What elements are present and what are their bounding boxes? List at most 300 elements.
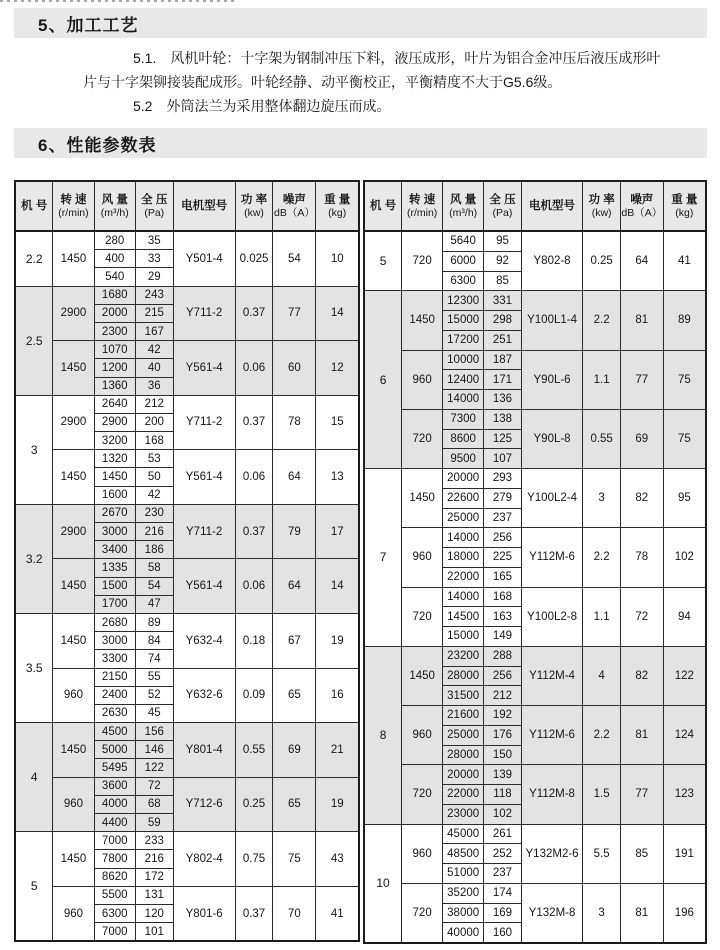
flow-cell: 18000 bbox=[443, 548, 484, 568]
motor-cell: Y561-4 bbox=[173, 450, 235, 505]
flow-cell: 1700 bbox=[94, 595, 135, 613]
rpm-cell: 1450 bbox=[53, 450, 94, 505]
flow-cell: 45000 bbox=[443, 824, 484, 844]
weight-cell: 191 bbox=[663, 824, 706, 883]
motor-cell: Y132M-8 bbox=[521, 883, 583, 943]
power-cell: 2.2 bbox=[583, 291, 621, 350]
noise-cell: 78 bbox=[273, 395, 316, 450]
pressure-cell: 225 bbox=[484, 548, 522, 568]
pressure-cell: 215 bbox=[135, 304, 173, 322]
pressure-cell: 288 bbox=[484, 646, 522, 666]
rpm-cell: 720 bbox=[402, 765, 443, 824]
flow-cell: 6300 bbox=[443, 271, 484, 291]
flow-cell: 3600 bbox=[94, 777, 135, 795]
table-row bbox=[364, 528, 706, 548]
pressure-cell: 45 bbox=[135, 704, 173, 722]
flow-cell: 5495 bbox=[94, 759, 135, 777]
flow-cell: 28000 bbox=[443, 745, 484, 765]
table-row bbox=[15, 559, 359, 577]
flow-cell: 23200 bbox=[443, 646, 484, 666]
motor-cell: Y712-6 bbox=[173, 777, 235, 832]
flow-cell: 2300 bbox=[94, 322, 135, 340]
noise-cell: 69 bbox=[620, 409, 663, 468]
weight-cell: 41 bbox=[663, 231, 706, 291]
power-cell: 0.37 bbox=[235, 886, 273, 941]
weight-cell: 122 bbox=[663, 646, 706, 705]
pressure-cell: 186 bbox=[135, 541, 173, 559]
pressure-cell: 47 bbox=[135, 595, 173, 613]
pressure-cell: 252 bbox=[484, 844, 522, 864]
rpm-cell: 960 bbox=[53, 668, 94, 723]
pressure-cell: 122 bbox=[135, 759, 173, 777]
column-header: 全 压 (Pa) bbox=[135, 181, 173, 231]
rpm-cell: 1450 bbox=[53, 832, 94, 887]
noise-cell: 54 bbox=[273, 231, 316, 286]
weight-cell: 94 bbox=[663, 587, 706, 646]
column-header: 重 量 (kg) bbox=[663, 181, 706, 231]
column-header: 机 号 bbox=[364, 181, 402, 231]
flow-cell: 1500 bbox=[94, 577, 135, 595]
weight-cell: 41 bbox=[316, 886, 359, 941]
weight-cell: 10 bbox=[316, 231, 359, 286]
rpm-cell: 720 bbox=[402, 409, 443, 468]
rpm-cell: 1450 bbox=[53, 613, 94, 668]
machine-cell: 3.2 bbox=[15, 504, 53, 613]
pressure-cell: 298 bbox=[484, 311, 522, 331]
power-cell: 0.09 bbox=[235, 668, 273, 723]
performance-table-left bbox=[14, 180, 360, 942]
column-header: 功 率 (kw) bbox=[583, 181, 621, 231]
motor-cell: Y90L-6 bbox=[521, 350, 583, 409]
weight-cell: 13 bbox=[316, 450, 359, 505]
rpm-cell: 720 bbox=[402, 883, 443, 943]
pressure-cell: 131 bbox=[135, 886, 173, 904]
pressure-cell: 256 bbox=[484, 666, 522, 686]
flow-cell: 20000 bbox=[443, 765, 484, 785]
pressure-cell: 85 bbox=[484, 271, 522, 291]
pressure-cell: 139 bbox=[484, 765, 522, 785]
flow-cell: 51000 bbox=[443, 864, 484, 884]
pressure-cell: 50 bbox=[135, 468, 173, 486]
weight-cell: 123 bbox=[663, 765, 706, 824]
noise-cell: 65 bbox=[273, 777, 316, 832]
flow-cell: 5500 bbox=[94, 886, 135, 904]
rpm-cell: 960 bbox=[402, 350, 443, 409]
machine-cell: 10 bbox=[364, 824, 402, 943]
column-header: 全 压 (Pa) bbox=[484, 181, 522, 231]
motor-cell: Y632-4 bbox=[173, 613, 235, 668]
motor-cell: Y100L1-4 bbox=[521, 291, 583, 350]
power-cell: 0.25 bbox=[583, 231, 621, 291]
pressure-cell: 176 bbox=[484, 725, 522, 745]
pressure-cell: 138 bbox=[484, 409, 522, 429]
table-header-row bbox=[364, 181, 706, 231]
weight-cell: 196 bbox=[663, 883, 706, 943]
pressure-cell: 59 bbox=[135, 814, 173, 832]
rpm-cell: 720 bbox=[402, 231, 443, 291]
power-cell: 1.1 bbox=[583, 587, 621, 646]
flow-cell: 7300 bbox=[443, 409, 484, 429]
table-row bbox=[15, 832, 359, 850]
pressure-cell: 52 bbox=[135, 686, 173, 704]
pressure-cell: 136 bbox=[484, 390, 522, 410]
power-cell: 0.06 bbox=[235, 559, 273, 614]
pressure-cell: 187 bbox=[484, 350, 522, 370]
pressure-cell: 35 bbox=[135, 231, 173, 250]
pressure-cell: 107 bbox=[484, 449, 522, 469]
flow-cell: 4000 bbox=[94, 795, 135, 813]
motor-cell: Y100L2-8 bbox=[521, 587, 583, 646]
rpm-cell: 720 bbox=[402, 587, 443, 646]
section-5-header-bar bbox=[14, 8, 707, 38]
table-row bbox=[364, 291, 706, 311]
weight-cell: 16 bbox=[316, 668, 359, 723]
weight-cell: 19 bbox=[316, 613, 359, 668]
pressure-cell: 279 bbox=[484, 488, 522, 508]
para-5-1-line-1: 5.1. 风机叶轮：十字架为钢制冲压下料，液压成形，叶片为铝合金冲压后液压成形叶 bbox=[133, 50, 661, 66]
section-5-body bbox=[83, 46, 700, 118]
noise-cell: 77 bbox=[273, 286, 316, 341]
pressure-cell: 54 bbox=[135, 577, 173, 595]
table-row bbox=[15, 231, 359, 250]
table-row bbox=[15, 668, 359, 686]
flow-cell: 14500 bbox=[443, 607, 484, 627]
power-cell: 1.5 bbox=[583, 765, 621, 824]
noise-cell: 81 bbox=[620, 291, 663, 350]
noise-cell: 77 bbox=[620, 765, 663, 824]
pressure-cell: 237 bbox=[484, 508, 522, 528]
pressure-cell: 68 bbox=[135, 795, 173, 813]
machine-cell: 5 bbox=[15, 832, 53, 942]
machine-cell: 2.5 bbox=[15, 286, 53, 395]
section-5-title: 5、加工工艺 bbox=[38, 15, 139, 35]
table-row bbox=[15, 886, 359, 904]
flow-cell: 2400 bbox=[94, 686, 135, 704]
flow-cell: 2000 bbox=[94, 304, 135, 322]
motor-cell: Y711-2 bbox=[173, 504, 235, 559]
flow-cell: 7000 bbox=[94, 832, 135, 850]
pressure-cell: 118 bbox=[484, 785, 522, 805]
pressure-cell: 156 bbox=[135, 723, 173, 741]
power-cell: 2.2 bbox=[583, 706, 621, 765]
pressure-cell: 331 bbox=[484, 291, 522, 311]
noise-cell: 81 bbox=[620, 883, 663, 943]
weight-cell: 75 bbox=[663, 409, 706, 468]
flow-cell: 3000 bbox=[94, 523, 135, 541]
noise-cell: 75 bbox=[273, 832, 316, 887]
table-row bbox=[364, 409, 706, 429]
performance-tables bbox=[14, 180, 707, 944]
table-row bbox=[15, 395, 359, 413]
rpm-cell: 960 bbox=[53, 777, 94, 832]
pressure-cell: 92 bbox=[484, 251, 522, 271]
table-row bbox=[15, 777, 359, 795]
pressure-cell: 256 bbox=[484, 528, 522, 548]
flow-cell: 1360 bbox=[94, 377, 135, 395]
table-row bbox=[364, 646, 706, 666]
motor-cell: Y132M2-6 bbox=[521, 824, 583, 883]
flow-cell: 22000 bbox=[443, 567, 484, 587]
machine-cell: 2.2 bbox=[15, 231, 53, 286]
noise-cell: 64 bbox=[273, 450, 316, 505]
power-cell: 0.025 bbox=[235, 231, 273, 286]
flow-cell: 280 bbox=[94, 231, 135, 250]
column-header: 重 量 (kg) bbox=[316, 181, 359, 231]
motor-cell: Y802-8 bbox=[521, 231, 583, 291]
table-row bbox=[15, 286, 359, 304]
flow-cell: 1450 bbox=[94, 468, 135, 486]
pressure-cell: 149 bbox=[484, 627, 522, 647]
pressure-cell: 29 bbox=[135, 268, 173, 286]
motor-cell: Y90L-8 bbox=[521, 409, 583, 468]
rpm-cell: 2900 bbox=[53, 504, 94, 559]
weight-cell: 19 bbox=[316, 777, 359, 832]
column-header: 转 速 (r/min) bbox=[53, 181, 94, 231]
pressure-cell: 237 bbox=[484, 864, 522, 884]
pressure-cell: 74 bbox=[135, 650, 173, 668]
flow-cell: 4500 bbox=[94, 723, 135, 741]
column-header: 风 量 (m³/h) bbox=[94, 181, 135, 231]
noise-cell: 79 bbox=[273, 504, 316, 559]
table-row bbox=[364, 824, 706, 844]
flow-cell: 1320 bbox=[94, 450, 135, 468]
flow-cell: 1600 bbox=[94, 486, 135, 504]
flow-cell: 14000 bbox=[443, 390, 484, 410]
flow-cell: 540 bbox=[94, 268, 135, 286]
power-cell: 0.55 bbox=[235, 723, 273, 778]
para-5-1-line-2: 片与十字架铆接装配成形。叶轮经静、动平衡校正，平衡精度不大于G5.6级。 bbox=[83, 74, 562, 90]
machine-cell: 4 bbox=[15, 723, 53, 832]
noise-cell: 67 bbox=[273, 613, 316, 668]
pressure-cell: 243 bbox=[135, 286, 173, 304]
weight-cell: 89 bbox=[663, 291, 706, 350]
flow-cell: 2150 bbox=[94, 668, 135, 686]
flow-cell: 31500 bbox=[443, 686, 484, 706]
flow-cell: 9500 bbox=[443, 449, 484, 469]
power-cell: 4 bbox=[583, 646, 621, 705]
column-header: 转 速 (r/min) bbox=[402, 181, 443, 231]
rpm-cell: 1450 bbox=[53, 231, 94, 286]
flow-cell: 8600 bbox=[443, 429, 484, 449]
motor-cell: Y561-4 bbox=[173, 341, 235, 396]
motor-cell: Y112M-4 bbox=[521, 646, 583, 705]
machine-cell: 3 bbox=[15, 395, 53, 504]
flow-cell: 6000 bbox=[443, 251, 484, 271]
flow-cell: 7000 bbox=[94, 923, 135, 942]
flow-cell: 35200 bbox=[443, 883, 484, 903]
motor-cell: Y100L2-4 bbox=[521, 469, 583, 528]
pressure-cell: 200 bbox=[135, 413, 173, 431]
weight-cell: 12 bbox=[316, 341, 359, 396]
table-row bbox=[15, 341, 359, 359]
table-row bbox=[364, 350, 706, 370]
flow-cell: 400 bbox=[94, 250, 135, 268]
weight-cell: 17 bbox=[316, 504, 359, 559]
pressure-cell: 261 bbox=[484, 824, 522, 844]
flow-cell: 15000 bbox=[443, 627, 484, 647]
pressure-cell: 216 bbox=[135, 523, 173, 541]
table-row bbox=[15, 450, 359, 468]
noise-cell: 77 bbox=[620, 350, 663, 409]
flow-cell: 25000 bbox=[443, 508, 484, 528]
noise-cell: 65 bbox=[273, 668, 316, 723]
machine-cell: 8 bbox=[364, 646, 402, 824]
flow-cell: 5640 bbox=[443, 231, 484, 251]
power-cell: 0.37 bbox=[235, 395, 273, 450]
pressure-cell: 233 bbox=[135, 832, 173, 850]
flow-cell: 14000 bbox=[443, 587, 484, 607]
weight-cell: 14 bbox=[316, 559, 359, 614]
pressure-cell: 230 bbox=[135, 504, 173, 522]
pressure-cell: 120 bbox=[135, 904, 173, 922]
flow-cell: 22000 bbox=[443, 785, 484, 805]
noise-cell: 82 bbox=[620, 646, 663, 705]
flow-cell: 17200 bbox=[443, 330, 484, 350]
flow-cell: 28000 bbox=[443, 666, 484, 686]
pressure-cell: 89 bbox=[135, 613, 173, 631]
column-header: 功 率 (kw) bbox=[235, 181, 273, 231]
pressure-cell: 192 bbox=[484, 706, 522, 726]
pressure-cell: 167 bbox=[135, 322, 173, 340]
motor-cell: Y561-4 bbox=[173, 559, 235, 614]
rpm-cell: 960 bbox=[402, 528, 443, 587]
flow-cell: 22600 bbox=[443, 488, 484, 508]
pressure-cell: 101 bbox=[135, 923, 173, 942]
power-cell: 3 bbox=[583, 469, 621, 528]
flow-cell: 21600 bbox=[443, 706, 484, 726]
pressure-cell: 42 bbox=[135, 341, 173, 359]
pressure-cell: 212 bbox=[484, 686, 522, 706]
motor-cell: Y112M-6 bbox=[521, 706, 583, 765]
power-cell: 0.06 bbox=[235, 450, 273, 505]
noise-cell: 70 bbox=[273, 886, 316, 941]
machine-cell: 5 bbox=[364, 231, 402, 291]
pressure-cell: 172 bbox=[135, 868, 173, 886]
pressure-cell: 53 bbox=[135, 450, 173, 468]
column-header: 噪声 dB（A） bbox=[620, 181, 663, 231]
table-row bbox=[364, 883, 706, 903]
weight-cell: 75 bbox=[663, 350, 706, 409]
rpm-cell: 960 bbox=[402, 706, 443, 765]
noise-cell: 82 bbox=[620, 469, 663, 528]
rpm-cell: 1450 bbox=[402, 646, 443, 705]
flow-cell: 12300 bbox=[443, 291, 484, 311]
flow-cell: 1680 bbox=[94, 286, 135, 304]
power-cell: 0.06 bbox=[235, 341, 273, 396]
motor-cell: Y112M-8 bbox=[521, 765, 583, 824]
noise-cell: 72 bbox=[620, 587, 663, 646]
rpm-cell: 2900 bbox=[53, 395, 94, 450]
pressure-cell: 33 bbox=[135, 250, 173, 268]
flow-cell: 12400 bbox=[443, 370, 484, 390]
flow-cell: 6300 bbox=[94, 904, 135, 922]
table-row bbox=[364, 231, 706, 251]
pressure-cell: 150 bbox=[484, 745, 522, 765]
pressure-cell: 42 bbox=[135, 486, 173, 504]
flow-cell: 5000 bbox=[94, 741, 135, 759]
pressure-cell: 169 bbox=[484, 903, 522, 923]
flow-cell: 3200 bbox=[94, 432, 135, 450]
flow-cell: 38000 bbox=[443, 903, 484, 923]
rpm-cell: 2900 bbox=[53, 286, 94, 341]
flow-cell: 1200 bbox=[94, 359, 135, 377]
noise-cell: 60 bbox=[273, 341, 316, 396]
table-header-row bbox=[15, 181, 359, 231]
table-row bbox=[15, 504, 359, 522]
power-cell: 0.18 bbox=[235, 613, 273, 668]
flow-cell: 2900 bbox=[94, 413, 135, 431]
flow-cell: 40000 bbox=[443, 923, 484, 943]
power-cell: 0.37 bbox=[235, 286, 273, 341]
power-cell: 0.75 bbox=[235, 832, 273, 887]
weight-cell: 43 bbox=[316, 832, 359, 887]
column-header: 电机型号 bbox=[521, 181, 583, 231]
table-row bbox=[364, 587, 706, 607]
weight-cell: 15 bbox=[316, 395, 359, 450]
noise-cell: 64 bbox=[620, 231, 663, 291]
rpm-cell: 1450 bbox=[402, 469, 443, 528]
para-5-2: 5.2 外筒法兰为采用整体翻边旋压而成。 bbox=[133, 98, 391, 114]
weight-cell: 14 bbox=[316, 286, 359, 341]
performance-table-right bbox=[363, 180, 707, 944]
pressure-cell: 146 bbox=[135, 741, 173, 759]
pressure-cell: 216 bbox=[135, 850, 173, 868]
rpm-cell: 1450 bbox=[53, 723, 94, 778]
flow-cell: 20000 bbox=[443, 469, 484, 489]
power-cell: 2.2 bbox=[583, 528, 621, 587]
noise-cell: 64 bbox=[273, 559, 316, 614]
machine-cell: 6 bbox=[364, 291, 402, 469]
rpm-cell: 1450 bbox=[53, 341, 94, 396]
flow-cell: 10000 bbox=[443, 350, 484, 370]
table-row bbox=[364, 706, 706, 726]
flow-cell: 3300 bbox=[94, 650, 135, 668]
column-header: 噪声 dB（A） bbox=[273, 181, 316, 231]
pressure-cell: 40 bbox=[135, 359, 173, 377]
weight-cell: 95 bbox=[663, 469, 706, 528]
power-cell: 0.55 bbox=[583, 409, 621, 468]
pressure-cell: 168 bbox=[135, 432, 173, 450]
pressure-cell: 212 bbox=[135, 395, 173, 413]
pressure-cell: 36 bbox=[135, 377, 173, 395]
noise-cell: 81 bbox=[620, 706, 663, 765]
flow-cell: 7800 bbox=[94, 850, 135, 868]
flow-cell: 2640 bbox=[94, 395, 135, 413]
column-header: 电机型号 bbox=[173, 181, 235, 231]
flow-cell: 25000 bbox=[443, 725, 484, 745]
pressure-cell: 171 bbox=[484, 370, 522, 390]
pressure-cell: 160 bbox=[484, 923, 522, 943]
machine-cell: 3.5 bbox=[15, 613, 53, 722]
pressure-cell: 58 bbox=[135, 559, 173, 577]
flow-cell: 14000 bbox=[443, 528, 484, 548]
flow-cell: 8620 bbox=[94, 868, 135, 886]
pressure-cell: 55 bbox=[135, 668, 173, 686]
pressure-cell: 72 bbox=[135, 777, 173, 795]
motor-cell: Y801-4 bbox=[173, 723, 235, 778]
rpm-cell: 960 bbox=[402, 824, 443, 883]
rpm-cell: 960 bbox=[53, 886, 94, 941]
noise-cell: 69 bbox=[273, 723, 316, 778]
column-header: 机 号 bbox=[15, 181, 53, 231]
flow-cell: 4400 bbox=[94, 814, 135, 832]
pressure-cell: 102 bbox=[484, 804, 522, 824]
power-cell: 5.5 bbox=[583, 824, 621, 883]
flow-cell: 23000 bbox=[443, 804, 484, 824]
pressure-cell: 125 bbox=[484, 429, 522, 449]
flow-cell: 1335 bbox=[94, 559, 135, 577]
column-header: 风 量 (m³/h) bbox=[443, 181, 484, 231]
